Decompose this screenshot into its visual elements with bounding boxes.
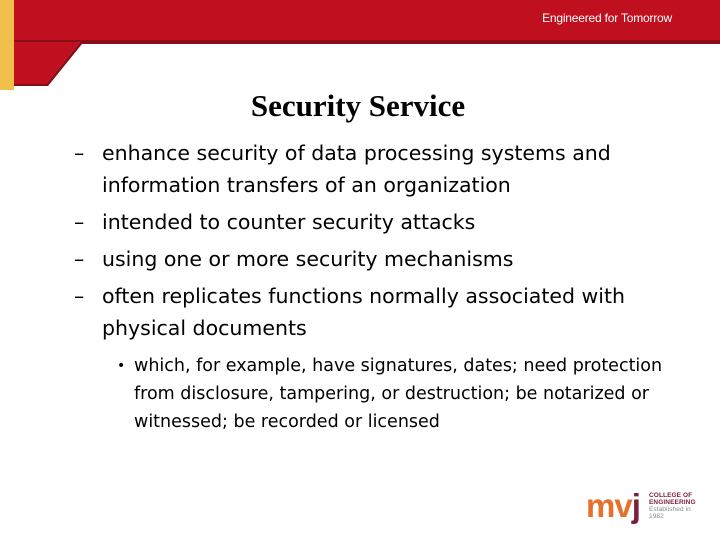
dash-marker: – [74,284,85,308]
bullet-text: often replicates functions normally associated with physical documents [102,284,626,340]
header-tagline: Engineered for Tomorrow [542,11,672,25]
bullet-list [72,137,682,436]
bullet-item [72,137,682,201]
bullet-text: intended to counter security attacks [102,210,476,234]
logo-line-3: Established in 1982 [649,506,691,520]
sub-bullet-text: which, for example, have signatures, dates; need protection from disclosure, tampering, or destruction; be notarized or witnessed; be recorded or licensed [134,356,663,432]
bullet-item [72,280,682,344]
logo-line-1: COLLEGE OF [649,492,693,499]
logo-line-2: ENGINEERING [649,499,696,506]
dot-marker: • [117,358,126,374]
slide-title: Security Service [250,88,466,123]
logo-mark-accent: j [631,487,640,524]
bullet-text: enhance security of data processing systems and information transfers of an organization [102,141,611,197]
dash-marker: – [74,141,85,165]
dash-marker: – [74,210,85,234]
bullet-text: using one or more security mechanisms [102,247,514,271]
logo-mark-main: mv [586,487,632,524]
header-accent-strip [0,0,14,90]
college-logo [586,488,701,526]
bullet-item [72,206,682,238]
logo-mark [586,488,640,524]
dash-marker: – [74,247,85,271]
header-dark-edge [14,40,720,86]
sub-bullet-item [117,352,682,436]
bullet-item [72,243,682,275]
logo-text [649,492,701,520]
